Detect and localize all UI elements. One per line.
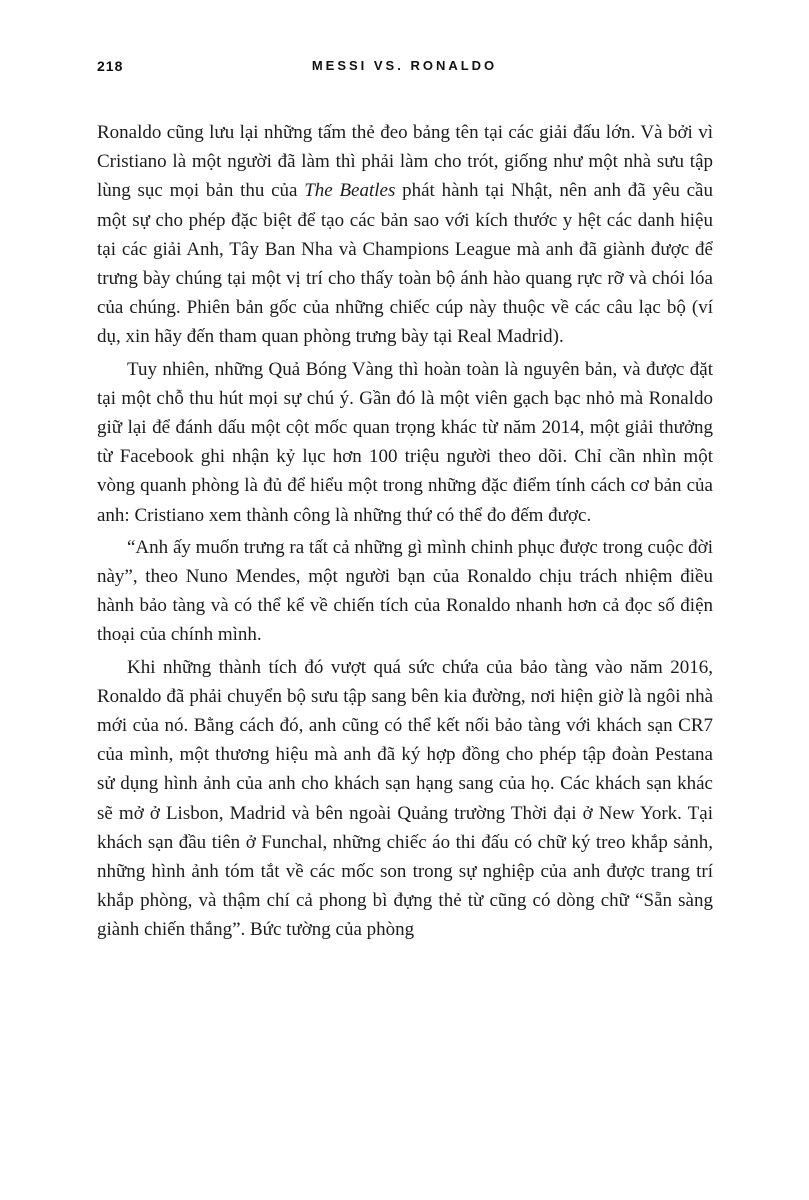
- body-text-segment: “Anh ấy muốn trưng ra tất cả những gì mình chinh phục được trong cuộc đời này”, theo Nuno Mendes, một người bạn của Ronaldo chịu trách nhiệm điều hành bảo tàng và có thể kể về chiến tích của Ronaldo nhanh hơn cả đọc số điện thoại của chính mình.: [97, 536, 713, 646]
- running-header: [97, 58, 712, 78]
- body-text-segment: Khi những thành tích đó vượt quá sức chứa của bảo tàng vào năm 2016, Ronaldo đã phải chuyển bộ sưu tập sang bên kia đường, nơi hiện giờ là ngôi nhà mới của nó. Bằng cách đó, anh cũng có thể kết nối bảo tàng với khách sạn CR7 của mình, một thương hiệu mà anh đã ký hợp đồng cho phép tập đoàn Pestana sử dụng hình ảnh của anh cho khách sạn hạng sang của họ. Các khách sạn khác sẽ mở ở Lisbon, Madrid và bên ngoài Quảng trường Thời đại ở New York. Tại khách sạn đầu tiên ở Funchal, những chiếc áo thi đấu có chữ ký treo khắp sảnh, những hình ảnh tóm tắt về các mốc son trong sự nghiệp của anh được trang trí khắp phòng, và thậm chí cả phong bì đựng thẻ từ cũng có dòng chữ “Sẵn sàng giành chiến thắng”. Bức tường của phòng: [97, 656, 713, 941]
- page-number: 218: [97, 58, 124, 74]
- paragraph: [97, 653, 713, 945]
- body-text-segment: Tuy nhiên, những Quả Bóng Vàng thì hoàn toàn là nguyên bản, và được đặt tại một chỗ thu hút mọi sự chú ý. Gần đó là một viên gạch bạc nhỏ mà Ronaldo giữ lại để đánh dấu một cột mốc quan trọng khác từ năm 2014, một giải thưởng từ Facebook ghi nhận kỷ lục hơn 100 triệu người theo dõi. Chỉ cần nhìn một vòng quanh phòng là đủ để hiểu một trong những đặc điểm tính cách cơ bản của anh: Cristiano xem thành công là những thứ có thể đo đếm được.: [97, 358, 713, 526]
- paragraph: [97, 118, 713, 352]
- italic-text: The Beatles: [304, 180, 396, 202]
- body-text-segment: phát hành tại Nhật, nên anh đã yêu cầu một sự cho phép đặc biệt để tạo các bản sao với kích thước y hệt các danh hiệu tại các giải Anh, Tây Ban Nha và Champions League mà anh đã giành được để trưng bày chúng tại một vị trí cho thấy toàn bộ ánh hào quang rực rỡ và chói lóa của chúng. Phiên bản gốc của những chiếc cúp này thuộc về các câu lạc bộ (ví dụ, xin hãy đến tham quan phòng trưng bày tại Real Madrid).: [97, 180, 713, 348]
- paragraph: [97, 533, 713, 650]
- body-text-segment: Ronaldo cũng lưu lại những tấm thẻ đeo bảng tên tại các giải đấu lớn. Và bởi vì Cristiano là một người đã làm thì phải làm cho trót, giống như một nhà sưu tập lùng sục mọi bản thu của: [97, 122, 713, 202]
- header-title: MESSI VS. RONALDO: [311, 58, 498, 73]
- body-text: [97, 118, 713, 948]
- paragraph: [97, 355, 713, 530]
